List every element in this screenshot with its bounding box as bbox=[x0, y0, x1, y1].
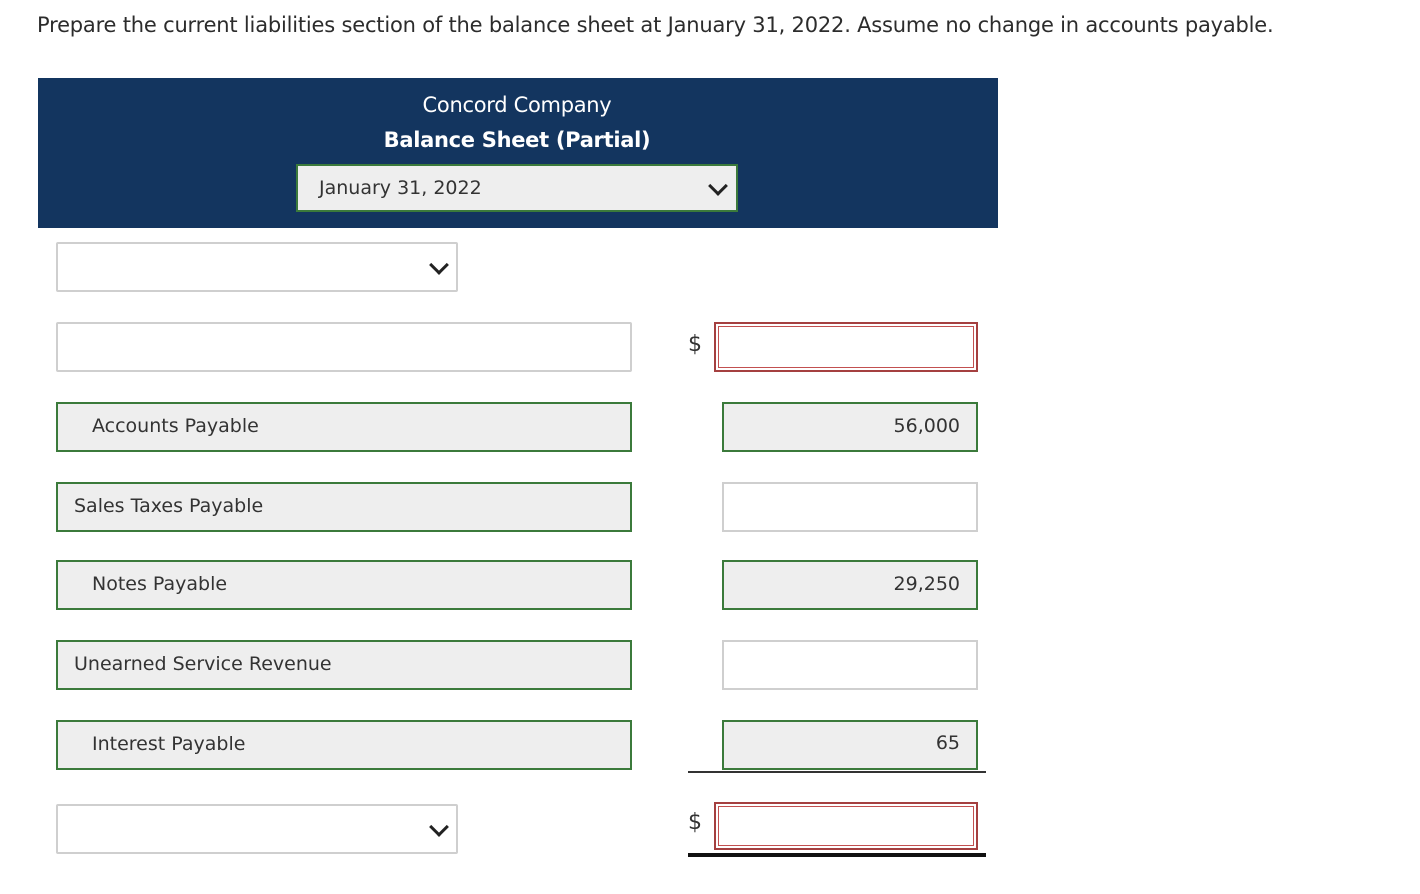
interest-payable-label-field[interactable] bbox=[56, 720, 632, 770]
total-amount-input-error[interactable] bbox=[714, 802, 978, 850]
chevron-down-icon bbox=[429, 817, 449, 837]
unearned-service-revenue-label-field[interactable] bbox=[56, 640, 632, 690]
date-dropdown-value: January 31, 2022 bbox=[319, 177, 482, 199]
sales-taxes-payable-label-field[interactable] bbox=[56, 482, 632, 532]
company-name: Concord Company bbox=[422, 93, 612, 117]
instructions-text: Prepare the current liabilities section of the balance sheet at January 31, 2022. Assume no change in accounts payable. bbox=[37, 13, 1274, 37]
statement-title: Balance Sheet (Partial) bbox=[383, 128, 651, 152]
sales-taxes-payable-amount-input[interactable] bbox=[722, 482, 978, 532]
interest-payable-amount: 65 bbox=[935, 732, 960, 754]
dollar-sign: $ bbox=[688, 810, 702, 835]
interest-payable-amount-field[interactable] bbox=[722, 720, 978, 770]
notes-payable-label-field[interactable] bbox=[56, 560, 632, 610]
sales-taxes-payable-label: Sales Taxes Payable bbox=[74, 495, 264, 517]
dollar-sign: $ bbox=[688, 332, 702, 357]
chevron-down-icon bbox=[429, 255, 449, 275]
amount-input-error-1[interactable] bbox=[714, 322, 978, 372]
section-heading-dropdown[interactable] bbox=[56, 242, 458, 292]
date-dropdown[interactable] bbox=[296, 164, 738, 212]
accounts-payable-label: Accounts Payable bbox=[92, 415, 259, 437]
accounts-payable-amount-field[interactable] bbox=[722, 402, 978, 452]
line-item-label-input-1[interactable] bbox=[56, 322, 632, 372]
unearned-service-revenue-label: Unearned Service Revenue bbox=[74, 653, 332, 675]
notes-payable-amount: 29,250 bbox=[893, 573, 960, 595]
subtotal-rule bbox=[688, 771, 986, 773]
chevron-down-icon bbox=[708, 176, 728, 196]
total-label-dropdown[interactable] bbox=[56, 804, 458, 854]
accounts-payable-amount: 56,000 bbox=[893, 415, 960, 437]
statement-header bbox=[38, 78, 998, 228]
total-double-rule bbox=[688, 853, 986, 857]
notes-payable-amount-field[interactable] bbox=[722, 560, 978, 610]
accounts-payable-label-field[interactable] bbox=[56, 402, 632, 452]
interest-payable-label: Interest Payable bbox=[92, 733, 246, 755]
notes-payable-label: Notes Payable bbox=[92, 573, 228, 595]
unearned-service-revenue-amount-input[interactable] bbox=[722, 640, 978, 690]
